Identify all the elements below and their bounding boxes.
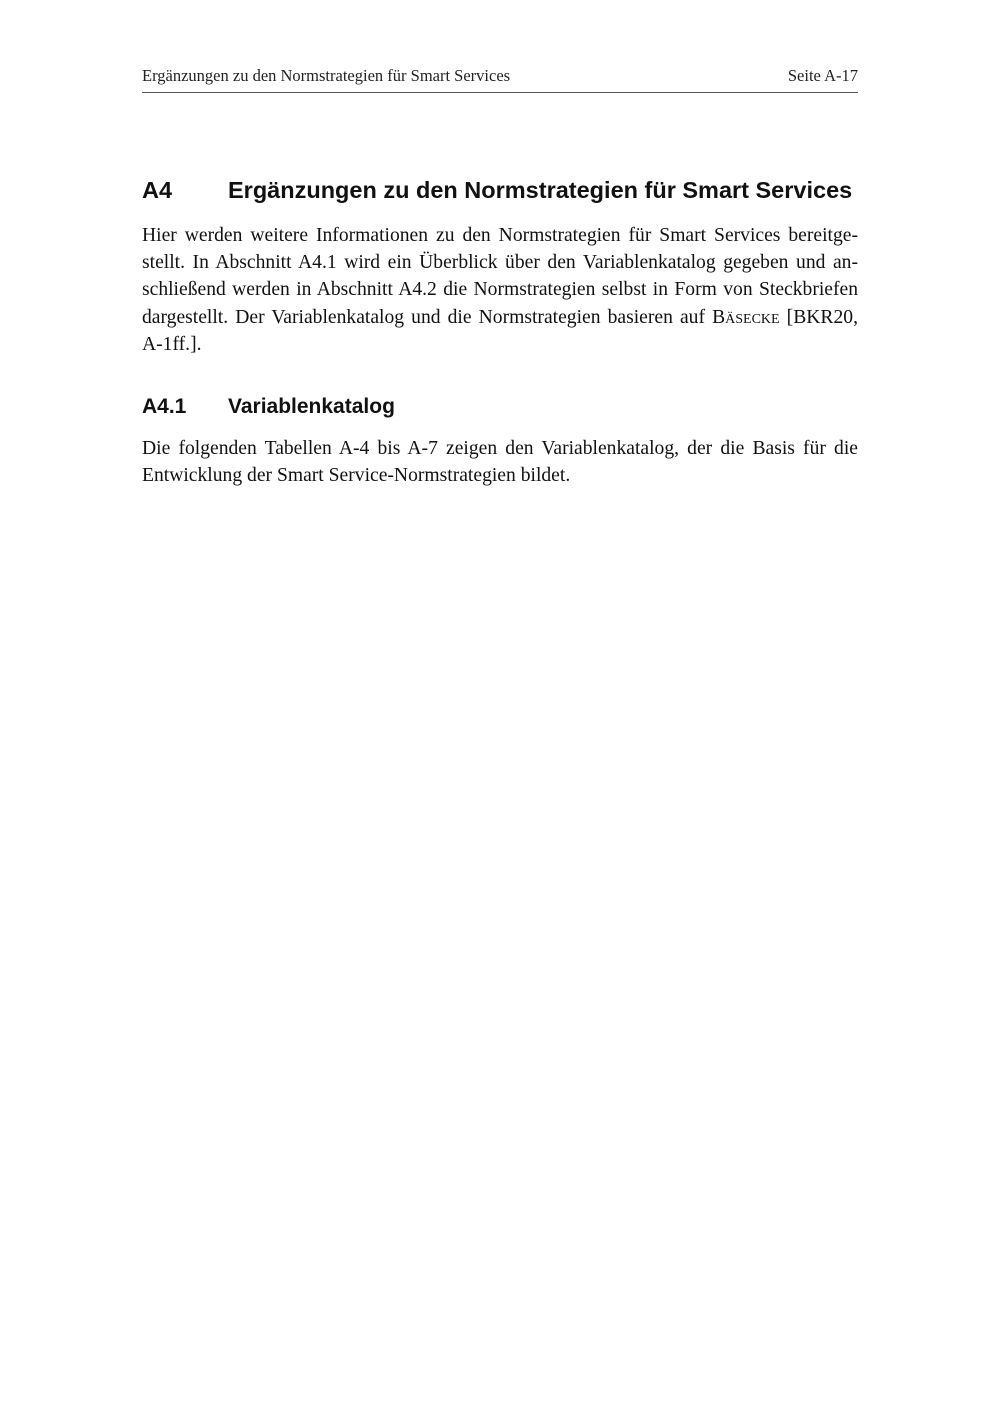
running-header-title: Ergänzungen zu den Normstrategien für Smart Services <box>142 66 511 85</box>
subsection-number: A4.1 <box>142 395 187 418</box>
running-header <box>142 66 858 93</box>
section-number: A4 <box>142 177 173 203</box>
intro-text-part-2: [BKR20, A-1ff.]. <box>142 306 858 355</box>
page-number: Seite A-17 <box>787 66 858 85</box>
section-intro-paragraph <box>142 222 858 358</box>
section-title: Ergänzungen zu den Normstrategien für Smart Services <box>228 177 853 203</box>
section-heading <box>142 177 858 209</box>
subsection-title: Variablenkatalog <box>228 395 395 418</box>
intro-text-part-1: Hier werden weitere Informationen zu den Normstrategien für Smart Services bereitgestellt. In Abschnitt A4.1 wird ein Überblick über den Variablenkatalog gegeben und anschließend werden in Abschnitt A4.2 die Normstrategien selbst in Form von Steckbriefen dargestellt. Der Variablenkatalog und die Normstrategien basieren auf <box>142 225 858 328</box>
subsection-heading <box>142 395 858 423</box>
subsection-paragraph: Die folgenden Tabellen A-4 bis A-7 zeigen den Variablenkatalog, der die Basis für die Entwicklung der Smart Service-Normstrategien bildet. <box>142 438 858 487</box>
author-name: Bäsecke <box>712 306 780 328</box>
